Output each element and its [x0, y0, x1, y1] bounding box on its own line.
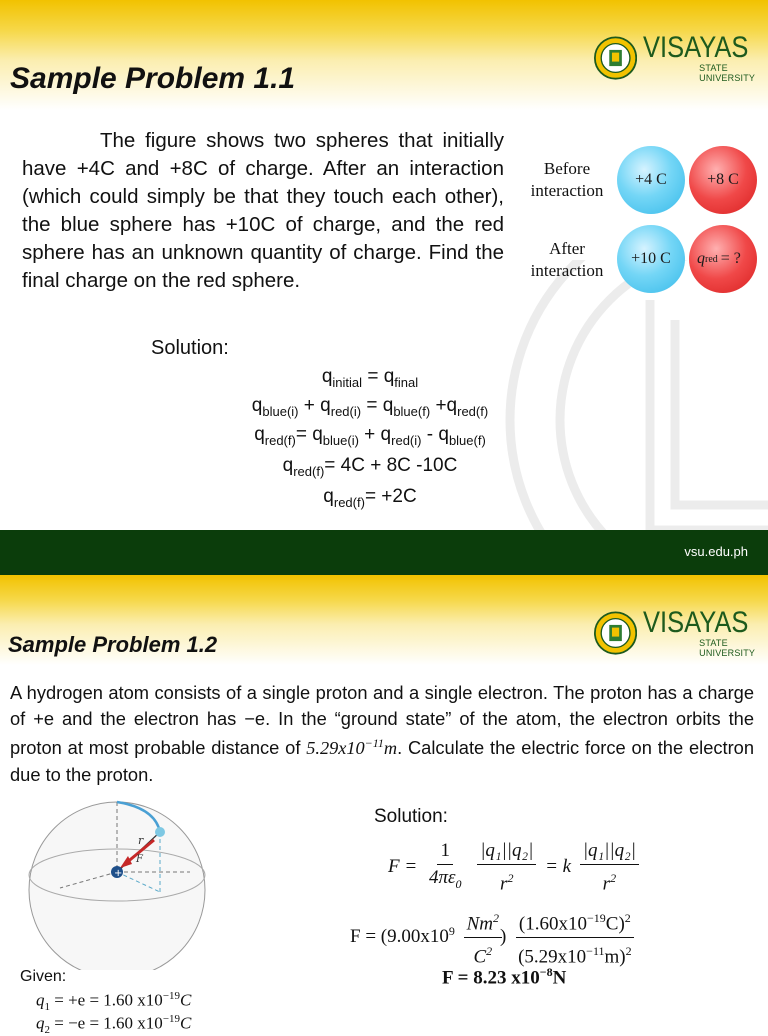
vsu-seal-icon	[594, 609, 637, 657]
given-q1-exp: −19	[162, 990, 181, 1002]
logo-name-2: VISAYAS	[643, 606, 749, 639]
eq2-b: + q	[298, 395, 331, 416]
eq2-a-sub: blue(i)	[262, 403, 299, 419]
eq-frac-2	[477, 840, 536, 895]
eq4-a: q	[282, 455, 294, 476]
before-label-line-1: Before	[543, 159, 591, 178]
coulomb-law-equation	[388, 840, 643, 895]
red-sphere-before-charge: +8 C	[707, 171, 739, 188]
answer-exp: −8	[539, 965, 553, 979]
page-title-2: Sample Problem 1.2	[8, 632, 218, 657]
equation-2	[200, 395, 540, 419]
frac-1-den-sub: 0	[455, 877, 462, 892]
force-substitution-equation	[350, 907, 639, 969]
eq2-c: = q	[361, 395, 394, 416]
eq2-den-exp: −11	[586, 944, 605, 959]
given-q1-sub: 1	[44, 1001, 50, 1014]
frac-2-den-exp: 2	[507, 871, 514, 885]
red-sphere-after-q: q	[697, 250, 705, 267]
red-sphere-after-sub: red	[705, 253, 718, 265]
eq2-den-tail: m)	[604, 946, 626, 968]
red-sphere-before	[689, 146, 757, 214]
eq2-num-exp: −19	[587, 911, 606, 925]
f-label: F	[136, 854, 143, 865]
frac-1-num: 1	[437, 840, 453, 865]
before-label	[522, 158, 612, 202]
eq-k: = k	[545, 856, 572, 878]
eq3-c: + q	[358, 424, 392, 445]
eq-frac-1	[426, 840, 465, 895]
eq2-a: q	[251, 395, 263, 416]
problem-text-2	[10, 680, 754, 787]
eq5-a: q	[323, 486, 334, 507]
eq2-b-sub: red(i)	[330, 403, 362, 419]
eq2-units-num-exp: 2	[493, 911, 500, 925]
page-title: Sample Problem 1.1	[10, 62, 296, 95]
eq2-exp9: 9	[448, 923, 455, 938]
eq2-units-num: Nm	[466, 913, 494, 935]
problem-text: The figure shows two spheres that initially have +4C and +8C of charge. After an interaction (which could simply be that they touch each other), the blue sphere has +10C of charge, and the red sphere has an unknown quantity of charge. Find the final charge on the red sphere.	[22, 129, 504, 292]
eq5-b: = +2C	[364, 486, 417, 507]
solution-label-2: Solution:	[374, 806, 448, 827]
r-label: r	[138, 834, 144, 847]
equation-3	[200, 424, 540, 448]
frac-2-num: |q₁||q₂|	[477, 840, 536, 865]
given-label: Given:	[20, 968, 67, 985]
logo-name: VISAYAS	[643, 31, 749, 64]
frac-3-num: |q₁||q₂|	[580, 840, 639, 865]
logo-subtitle-2: STATE UNIVERSITY	[699, 638, 756, 658]
given-q2-lhs: q	[36, 1013, 45, 1033]
eq1-q2: = q	[362, 366, 395, 387]
eq2-den-value: (5.29x10	[518, 946, 587, 968]
eq3-d: - q	[421, 424, 449, 445]
eq2-frac-units	[464, 907, 502, 969]
equation-5	[200, 486, 540, 510]
eq5-a-sub: red(f)	[333, 494, 365, 510]
eq3-b-sub: blue(i)	[322, 432, 359, 448]
blue-sphere-before-charge: +4 C	[635, 171, 667, 188]
eq1-q: q	[321, 366, 333, 387]
eq1-sub-b: final	[394, 374, 419, 390]
vsu-logo-2	[594, 608, 768, 658]
eq2-frac-values	[515, 907, 635, 969]
red-sphere-after	[689, 225, 757, 293]
given-q2-sub: 2	[44, 1024, 50, 1036]
given-q2	[36, 1013, 191, 1036]
frac-3-den-exp: 2	[610, 871, 617, 885]
given-q2-exp: −19	[162, 1013, 181, 1025]
answer-value: F = 8.23 x10	[442, 967, 540, 989]
solution-label: Solution:	[151, 337, 229, 359]
answer-unit: N	[552, 967, 567, 989]
eq2-num-sq: 2	[624, 911, 631, 925]
eq-frac-3	[580, 840, 639, 895]
given-q1-lhs: q	[36, 990, 45, 1010]
logo-subtitle: STATE UNIVERSITY	[699, 63, 756, 83]
answer	[442, 965, 566, 989]
blue-sphere-after	[617, 225, 685, 293]
problem-distance-unit: m	[383, 738, 398, 759]
given-q2-rest: = −e = 1.60 x10	[50, 1013, 163, 1033]
eq2-lhs: F = (9.00x10	[350, 926, 449, 948]
after-label-line-2: interaction	[530, 261, 604, 280]
eq3-a-sub: red(f)	[264, 432, 296, 448]
eq4-a-sub: red(f)	[293, 463, 325, 479]
vsu-seal-icon	[594, 34, 637, 82]
hydrogen-atom-diagram	[20, 800, 220, 970]
after-label-line-1: After	[549, 239, 585, 258]
eq2-units-den: C	[473, 946, 487, 968]
footer-url[interactable]: vsu.edu.ph	[684, 544, 748, 559]
frac-2-den: r	[500, 873, 508, 895]
problem-distance-value: 5.29x10	[306, 738, 365, 759]
blue-sphere-after-charge: +10 C	[631, 250, 671, 267]
eq2-d: +q	[430, 395, 458, 416]
after-label	[522, 238, 612, 282]
eq3-d-sub: blue(f)	[448, 432, 486, 448]
eq2-units-den-exp: 2	[486, 944, 493, 959]
given-q1-rest: = +e = 1.60 x10	[50, 990, 163, 1010]
eq2-d-sub: red(f)	[457, 403, 489, 419]
before-label-line-2: interaction	[530, 181, 604, 200]
problem-text-2-part-2: . Calculate the electric force on the electron due to the proton.	[10, 737, 754, 785]
vsu-logo	[594, 33, 768, 83]
equation-1	[200, 366, 540, 390]
eq2-c-sub: blue(f)	[393, 403, 431, 419]
given-q2-unit: C	[180, 1013, 192, 1033]
eq2-num-value: (1.60x10	[518, 913, 587, 935]
eq3-b: = q	[295, 424, 323, 445]
given-q1-unit: C	[180, 990, 192, 1010]
given-q1	[36, 990, 191, 1013]
eq2-den-sq: 2	[625, 944, 632, 959]
eq3-c-sub: red(i)	[391, 432, 422, 448]
eq2-num-tail: C)	[605, 913, 625, 935]
equation-4	[200, 455, 540, 479]
svg-text:+: +	[114, 868, 123, 879]
eq1-sub-a: initial	[332, 374, 363, 390]
eq-lhs: F =	[388, 856, 418, 878]
frac-1-den: 4πε	[428, 867, 456, 889]
problem-distance-exp: −11	[364, 736, 384, 751]
footer-bar	[0, 530, 768, 575]
eq4-b: = 4C + 8C -10C	[324, 455, 458, 476]
problem-text-2-part-1: A hydrogen atom consists of a single proton and a single electron. The proton has a charge of +e and the electron has −e. In the “ground state” of the atom, the electron orbits the proton at most probable distance of	[10, 682, 754, 759]
eq3-a: q	[254, 424, 265, 445]
frac-3-den: r	[602, 873, 611, 895]
eq2-paren: )	[500, 926, 507, 948]
red-sphere-after-eq: = ?	[720, 250, 741, 267]
blue-sphere-before	[617, 146, 685, 214]
